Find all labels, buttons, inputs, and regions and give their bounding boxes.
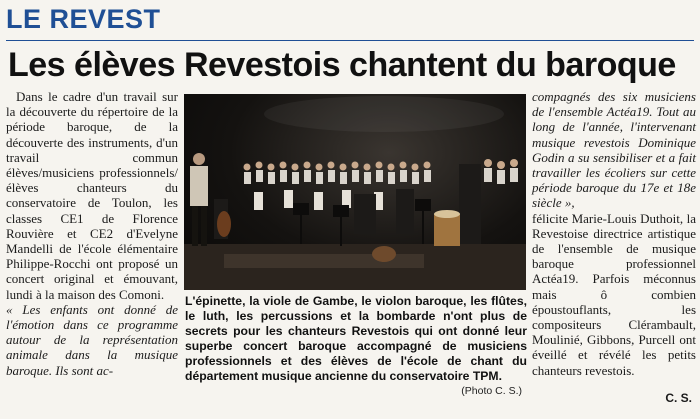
concert-photo [184, 94, 526, 290]
right-column [532, 89, 696, 378]
article-headline: Les élèves Revestois chantent du baroque [8, 46, 676, 84]
right-attribution: félicite Marie-Louis Duthoit, la Revestoise directrice artistique de l'ensemble de musique baroque professionnel Actéa19. Parfois méconnus mais ô combien époustouflants, les compositeurs Clérambault, Moulinié, Gibbons, Purcell ont éveillé et révélé les petits chanteurs revestois. [532, 210, 696, 378]
author-signature: C. S. [665, 391, 692, 405]
photo-credit: (Photo C. S.) [461, 385, 522, 397]
section-rubric: LE REVEST [6, 4, 161, 34]
left-column [6, 89, 178, 378]
left-paragraph-1: Dans le cadre d'un travail sur la découverte du répertoire de la période baroque, de la découverte des instruments, d'un travail commun élèves/musiciens professionnels/élèves chanteurs du conservatoire de Toulon, les classes CE1 de Florence Rouvière et CE2 d'Evelyne Mandelli de l'école élémentaire Philippe-Rocchi ont proposé un concert original et émouvant, lundi à la maison des Comoni. [6, 89, 178, 302]
left-paragraph-2-quote: « Les enfants ont donné de l'émotion dans ce programme autour de la représentation animale dans la musique baroque. Ils sont ac- [6, 301, 178, 378]
photo-caption: L'épinette, la viole de Gambe, le violon baroque, les flûtes, le luth, les percussions et la bombarde n'ont plus de secrets pour les chanteurs Revestois qui ont donné leur superbe concert baroque accompagné de musiciens professionnels et des élèves de l'école de chant du département musique ancienne du conservatoire TPM. [185, 294, 527, 383]
rubric-divider [6, 40, 694, 41]
concert-photo-illustration [184, 94, 526, 290]
right-quote: compagnés des six musiciens de l'ensemble Actéa19. Tout au long de l'année, l'intervenant musique revestois Dominique Godin a su sensibiliser et a fait travailler les écoliers sur cette période baroque du 17e et 18e siècle », [532, 89, 696, 211]
